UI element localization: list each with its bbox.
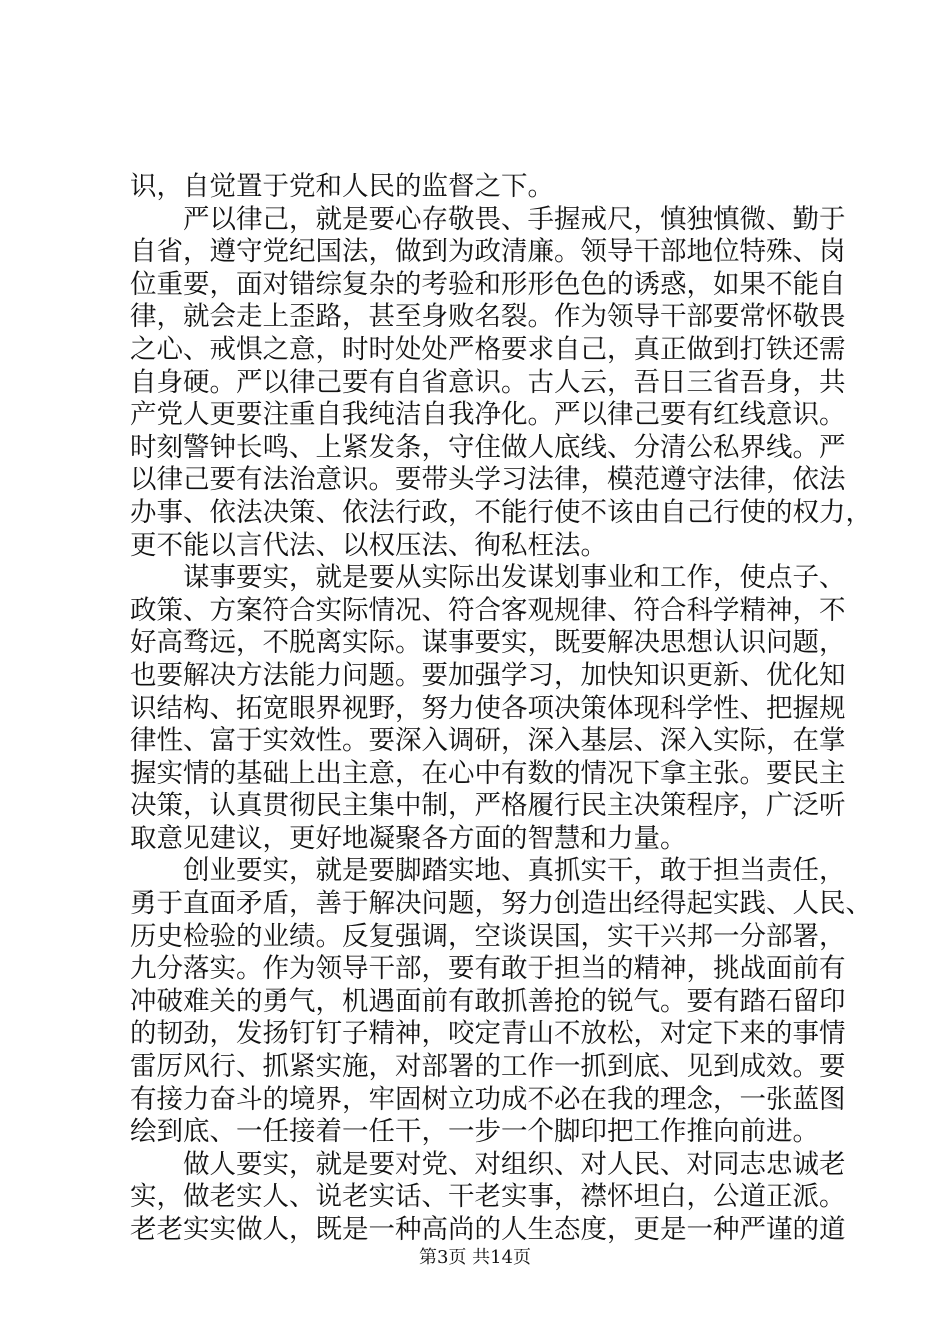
- text-line: 九分落实。作为领导干部，要有敢于担当的精神，挑战面前有: [130, 953, 846, 985]
- text-line: 决策，认真贯彻民主集中制，严格履行民主决策程序，广泛听: [130, 790, 846, 822]
- page-number-footer: 第3页 共14页: [418, 1247, 532, 1268]
- text-line: 产党人更要注重自我纯洁自我净化。严以律己要有红线意识。: [130, 399, 846, 431]
- text-line: 握实情的基础上出主意，在心中有数的情况下拿主张。要民主: [130, 757, 846, 789]
- text-line: 自省，遵守党纪国法，做到为政清廉。领导干部地位特殊、岗: [130, 236, 846, 268]
- text-line: 律性、富于实效性。要深入调研，深入基层、深入实际，在掌: [130, 725, 846, 757]
- text-line: 之心、戒惧之意，时时处处严格要求自己，真正做到打铁还需: [130, 333, 846, 365]
- text-line: 的韧劲，发扬钉钉子精神，咬定青山不放松，对定下来的事情: [130, 1018, 846, 1050]
- text-line: 位重要，面对错综复杂的考验和形形色色的诱惑，如果不能自: [130, 268, 846, 300]
- text-line: 更不能以言代法、以权压法、徇私枉法。: [130, 529, 607, 561]
- text-line: 自身硬。严以律己要有自省意识。古人云，吾日三省吾身，共: [130, 366, 846, 398]
- text-line: 好高骛远，不脱离实际。谋事要实，既要解决思想认识问题，: [130, 627, 846, 659]
- text-line: 绘到底、一任接着一任干，一步一个脚印把工作推向前进。: [130, 1116, 819, 1148]
- text-line: 实，做老实人、说老实话、干老实事，襟怀坦白，公道正派。: [130, 1181, 846, 1213]
- text-line: 勇于直面矛盾，善于解决问题，努力创造出经得起实践、人民、: [130, 888, 872, 920]
- text-line: 有接力奋斗的境界，牢固树立功成不必在我的理念，一张蓝图: [130, 1083, 846, 1115]
- text-line: 谋事要实，就是要从实际出发谋划事业和工作，使点子、: [130, 562, 846, 594]
- text-line: 时刻警钟长鸣、上紧发条，守住做人底线、分清公私界线。严: [130, 431, 846, 463]
- text-line: 识结构、拓宽眼界视野，努力使各项决策体现科学性、把握规: [130, 692, 846, 724]
- text-line: 冲破难关的勇气，机遇面前有敢抓善抢的锐气。要有踏石留印: [130, 985, 846, 1017]
- text-line: 办事、依法决策、依法行政，不能行使不该由自己行使的权力，: [130, 496, 872, 528]
- text-line: 创业要实，就是要脚踏实地、真抓实干，敢于担当责任，: [130, 855, 846, 887]
- text-line: 以律己要有法治意识。要带头学习法律，模范遵守法律，依法: [130, 464, 846, 496]
- text-line: 也要解决方法能力问题。要加强学习，加快知识更新、优化知: [130, 659, 846, 691]
- text-line: 历史检验的业绩。反复强调，空谈误国，实干兴邦一分部署，: [130, 920, 846, 952]
- text-line: 取意见建议，更好地凝聚各方面的智慧和力量。: [130, 822, 687, 854]
- text-line: 雷厉风行、抓紧实施，对部署的工作一抓到底、见到成效。要: [130, 1051, 846, 1083]
- text-line: 律，就会走上歪路，甚至身败名裂。作为领导干部要常怀敬畏: [130, 301, 846, 333]
- document-body: [130, 171, 872, 1247]
- text-line: 政策、方案符合实际情况、符合客观规律、符合科学精神，不: [130, 594, 846, 626]
- text-line: 做人要实，就是要对党、对组织、对人民、对同志忠诚老: [130, 1148, 846, 1180]
- text-line: 严以律己，就是要心存敬畏、手握戒尺，慎独慎微、勤于: [130, 203, 846, 235]
- text-line: 识，自觉置于党和人民的监督之下。: [130, 171, 554, 202]
- text-line: 老老实实做人，既是一种高尚的人生态度，更是一种严谨的道: [130, 1214, 846, 1245]
